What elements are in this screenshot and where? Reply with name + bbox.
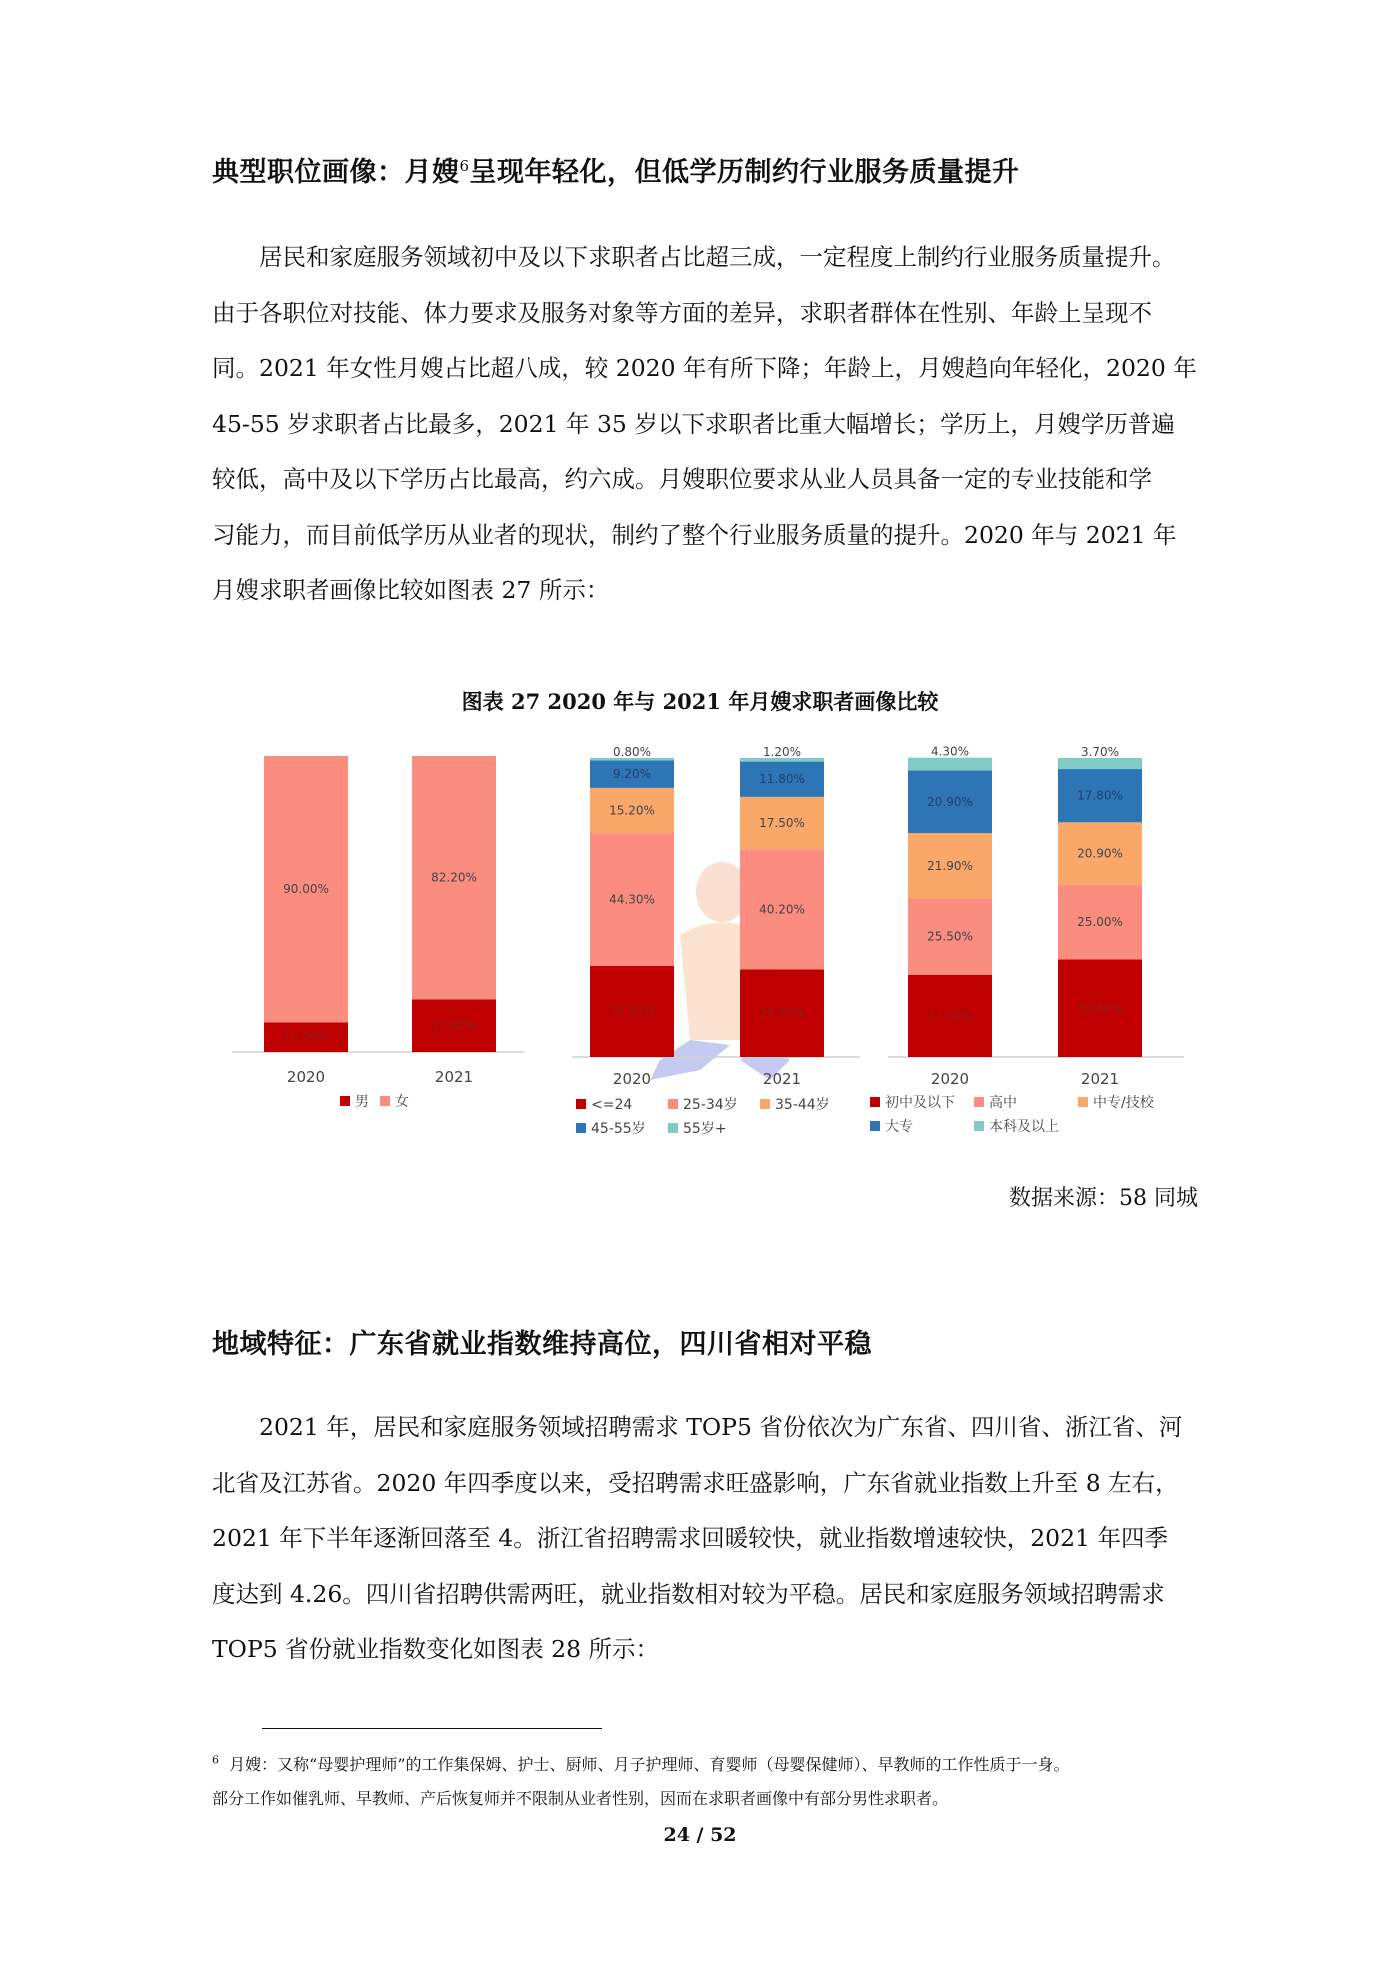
legend-label: 55岁+ — [683, 1121, 727, 1137]
legend-swatch — [870, 1121, 880, 1131]
text-line: 较低，高中及以下学历占比最高，约六成。月嫂职位要求从业人员具备一定的专业技能和学 — [212, 465, 1152, 493]
footnote-line-1: $^6$ 月嫂：又称“母婴护理师”的工作集保姆、护士、厨师、月子护理师、育婴师（母婴保健师）、早教师的工作性质于一身。 — [212, 1753, 1070, 1774]
text-line: 由于各职位对技能、体力要求及服务对象等方面的差异，求职者群体在性别、年龄上呈现不 — [212, 298, 1152, 327]
data-label: 9.20% — [612, 767, 652, 782]
data-label: 30.50% — [609, 1004, 655, 1019]
legend-label: 女 — [395, 1094, 409, 1110]
data-label: 25.00% — [1077, 915, 1123, 930]
legend-label: 大专 — [885, 1119, 913, 1135]
section-heading-1: 典型职位画像：月嫂$^6$呈现年轻化，但低学历制约行业服务质量提升 — [212, 157, 1020, 188]
category-label: 2021 — [434, 1068, 474, 1086]
legend-swatch — [974, 1097, 984, 1107]
category-label: 2020 — [612, 1070, 652, 1088]
legend-label: 初中及以下 — [885, 1095, 955, 1111]
text-line: 北省及江苏省。2020 年四季度以来，受招聘需求旺盛影响，广东省就业指数上升至 8 左右， — [212, 1468, 1179, 1497]
text-line: 45-55 岁求职者占比最多，2021 年 35 岁以下求职者比重大幅增长；学历上，月嫂学历普遍 — [212, 409, 1175, 438]
data-label: 21.90% — [927, 858, 973, 873]
legend-swatch — [576, 1099, 586, 1109]
page-number: 24 / 52 — [663, 1824, 737, 1846]
legend-label: 本科及以上 — [989, 1119, 1059, 1135]
footnote-line-2: 部分工作如催乳师、早教师、产后恢复师并不限制从业者性别，因而在求职者画像中有部分男性求职者。 — [212, 1789, 949, 1808]
data-source: 数据来源：58 同城 — [1009, 1186, 1198, 1211]
data-label: 20.90% — [927, 794, 973, 809]
category-label: 2021 — [1080, 1070, 1120, 1088]
figure-caption: 图表 27 2020 年与 2021 年月嫂求职者画像比较 — [461, 689, 939, 714]
legend-swatch — [340, 1096, 350, 1106]
text-line: 同。2021 年女性月嫂占比超八成，较 2020 年有所下降；年龄上，月嫂趋向年轻化，2020 年 — [212, 354, 1197, 382]
data-label: 10.00% — [283, 1030, 329, 1045]
legend-swatch — [1078, 1097, 1088, 1107]
chart-education — [870, 745, 1155, 1135]
legend-swatch — [974, 1121, 984, 1131]
legend-label: 男 — [355, 1094, 369, 1110]
legend-label: 45-55岁 — [591, 1121, 646, 1137]
legend-swatch — [760, 1099, 770, 1109]
legend-swatch — [668, 1099, 678, 1109]
data-label: 11.80% — [759, 772, 805, 787]
section-heading-2: 地域特征：广东省就业指数维持高位，四川省相对平稳 — [212, 1329, 872, 1360]
text-line: 2021 年，居民和家庭服务领域招聘需求 TOP5 省份依次为广东省、四川省、浙江省、河 — [259, 1413, 1183, 1441]
legend-label: 中专/技校 — [1093, 1095, 1154, 1111]
legend-label: 高中 — [989, 1095, 1017, 1111]
data-label: 32.60% — [1077, 1001, 1123, 1016]
data-label: 17.50% — [759, 816, 805, 831]
data-label: 3.70% — [1080, 745, 1120, 759]
chart-gender — [264, 756, 496, 1110]
data-label: 15.20% — [609, 803, 655, 818]
data-label: 40.20% — [759, 902, 805, 917]
footnote-ref: 6 — [459, 157, 470, 175]
legend-swatch — [576, 1123, 586, 1133]
data-label: 27.50% — [927, 1008, 973, 1023]
text-line: 居民和家庭服务领域初中及以下求职者占比超三成，一定程度上制约行业服务质量提升。 — [259, 243, 1176, 271]
data-label: 0.80% — [612, 745, 652, 759]
category-label: 2021 — [762, 1070, 802, 1088]
data-label: 82.20% — [431, 870, 477, 885]
data-label: 44.30% — [609, 892, 655, 907]
data-label: 25.50% — [927, 929, 973, 944]
legend-swatch — [380, 1096, 390, 1106]
footnote-rule — [262, 1728, 602, 1729]
legend-swatch — [668, 1123, 678, 1133]
text-line: TOP5 省份就业指数变化如图表 28 所示： — [212, 1635, 660, 1663]
category-label: 2020 — [286, 1068, 326, 1086]
text-line: 月嫂求职者画像比较如图表 27 所示： — [212, 576, 610, 604]
legend-swatch — [870, 1097, 880, 1107]
data-label: 4.30% — [930, 744, 970, 759]
text-line: 2021 年下半年逐渐回落至 4。浙江省招聘需求回暖较快，就业指数增速较快，2021 年四季 — [212, 1524, 1168, 1552]
data-label: 17.80% — [431, 1018, 477, 1033]
legend-label: 25-34岁 — [683, 1097, 738, 1113]
bar-segment — [908, 758, 992, 771]
text-line: 习能力，而目前低学历从业者的现状，制约了整个行业服务质量的提升。2020 年与 2021 年 — [212, 520, 1177, 549]
data-label: 20.90% — [1077, 846, 1123, 861]
legend-label: <=24 — [591, 1097, 633, 1113]
paragraph-2 — [212, 1400, 1197, 1678]
data-label: 90.00% — [283, 882, 329, 897]
legend-label: 35-44岁 — [775, 1097, 830, 1113]
data-label: 17.80% — [1077, 788, 1123, 803]
bar-segment — [1058, 758, 1142, 769]
category-label: 2020 — [930, 1070, 970, 1088]
text-line: 度达到 4.26。四川省招聘供需两旺，就业指数相对较为平稳。居民和家庭服务领域招聘需求 — [212, 1579, 1165, 1608]
data-label: 1.20% — [762, 745, 802, 759]
data-label: 29.30% — [759, 1006, 805, 1021]
